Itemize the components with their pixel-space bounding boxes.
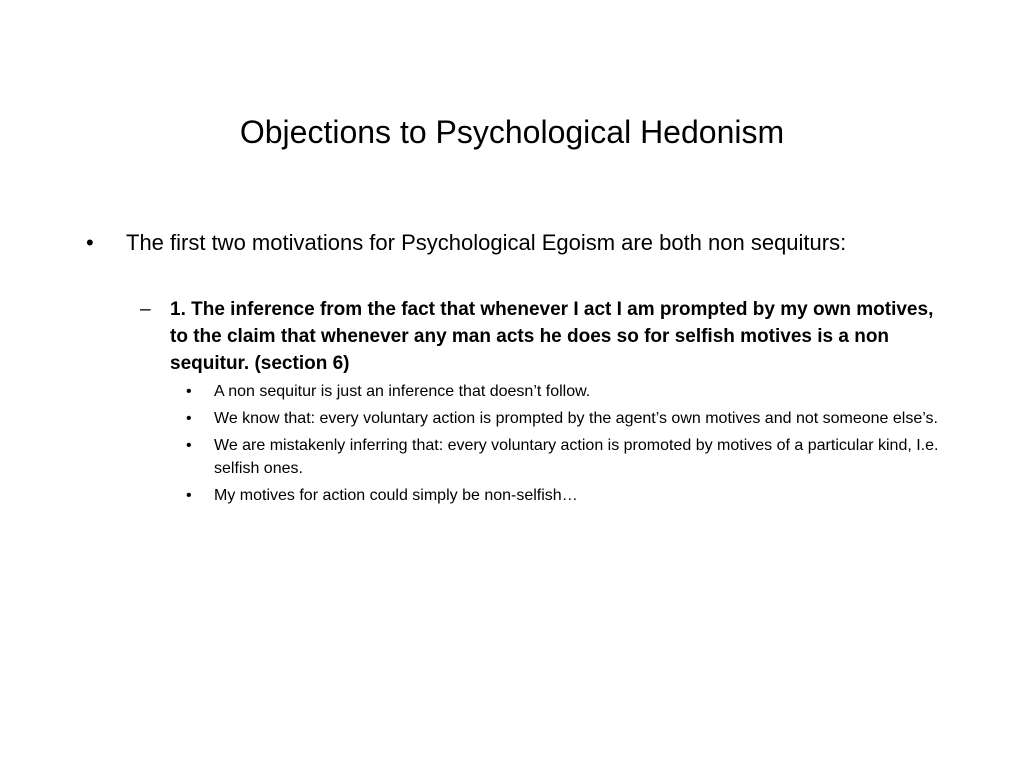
bullet-marker: • xyxy=(86,230,94,255)
dash-marker: – xyxy=(140,299,151,320)
bullet-level-3-item xyxy=(186,407,956,430)
bullet-text: The first two motivations for Psychological Egoism are both non sequiturs: xyxy=(126,230,847,255)
slide-title: Objections to Psychological Hedonism xyxy=(239,114,785,150)
bullet-level-3-item xyxy=(186,434,956,480)
bullet-marker: • xyxy=(186,410,192,427)
bullet-level-3-item xyxy=(186,484,956,507)
bullet-level-3-list xyxy=(186,380,956,511)
bullet-text: My motives for action could simply be non-selfish… xyxy=(214,487,578,504)
bullet-text: We are mistakenly inferring that: every voluntary action is promoted by motives of a particular kind, I.e. selfish ones. xyxy=(214,437,939,477)
bullet-level-2 xyxy=(140,296,960,377)
bullet-text-bold: 1. The inference from the fact that whenever I act I am prompted by my own motives, to the claim that whenever any man acts he does so for selfish motives is a non sequitur. (section 6) xyxy=(170,299,934,374)
bullet-level-1 xyxy=(86,228,886,258)
bullet-marker: • xyxy=(186,383,192,400)
bullet-marker: • xyxy=(186,437,192,454)
bullet-text: We know that: every voluntary action is prompted by the agent’s own motives and not someone else’s. xyxy=(214,410,938,427)
bullet-marker: • xyxy=(186,487,192,504)
bullet-text: A non sequitur is just an inference that doesn’t follow. xyxy=(214,383,591,400)
bullet-level-3-item xyxy=(186,380,956,403)
